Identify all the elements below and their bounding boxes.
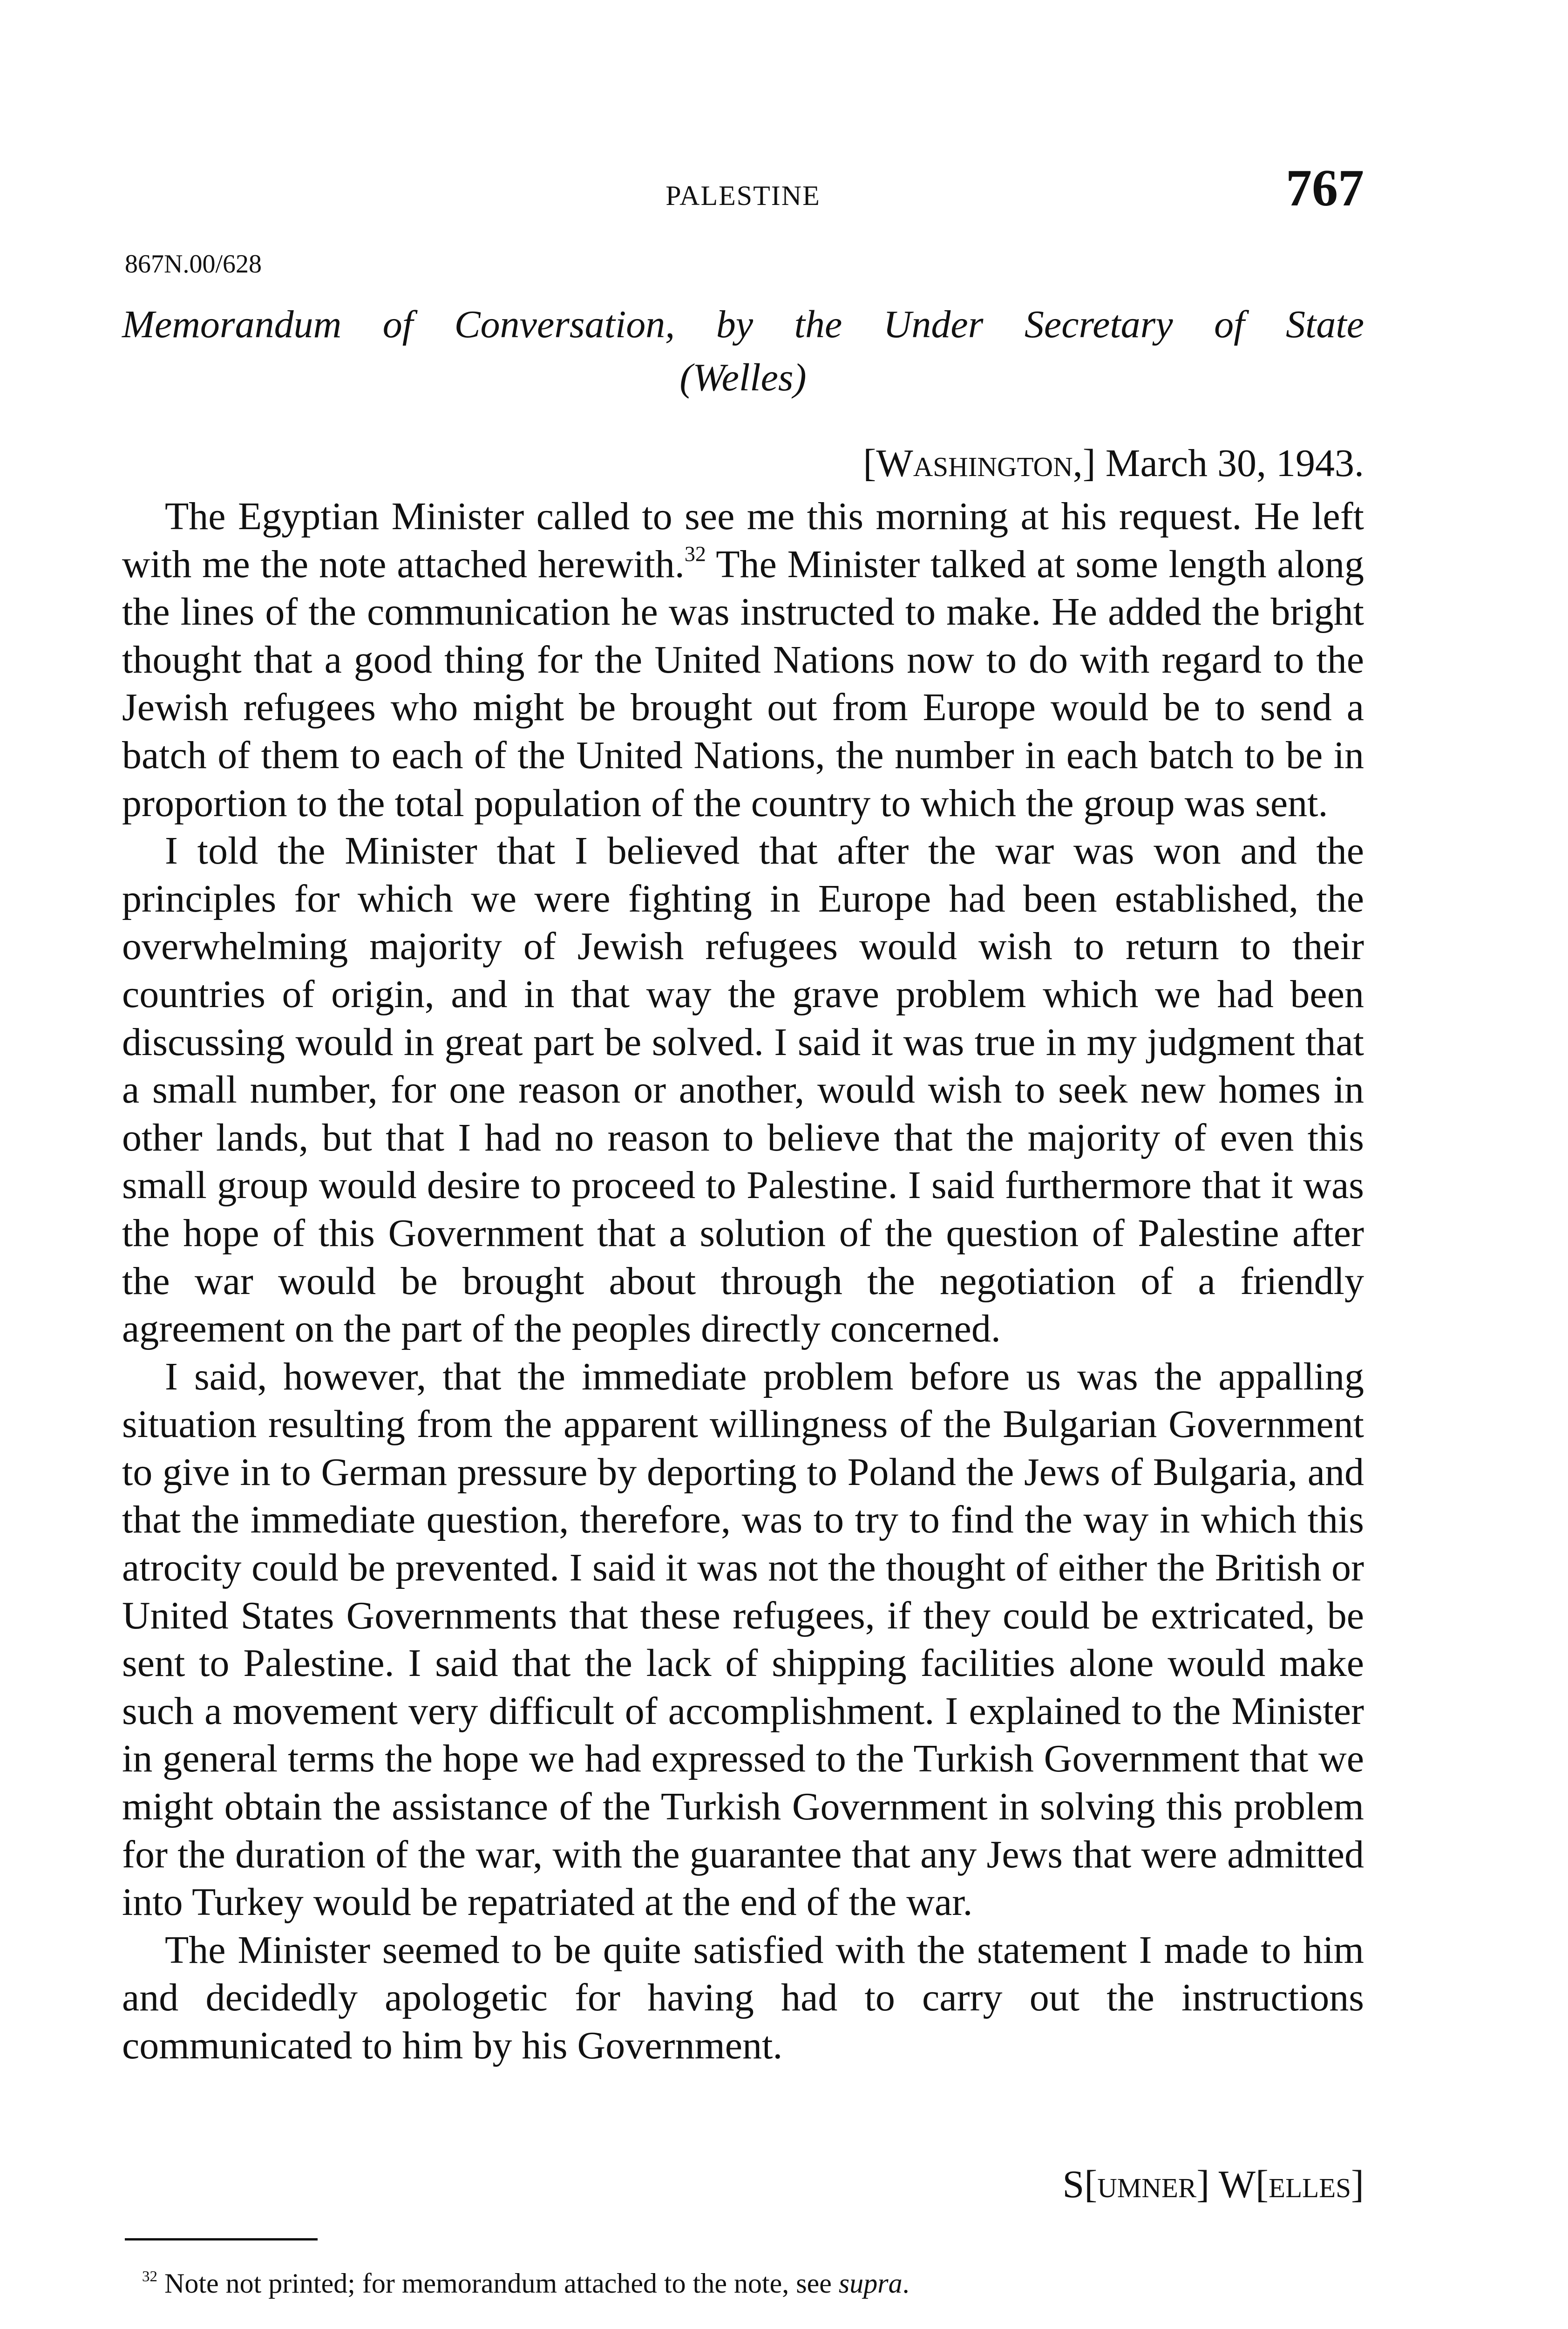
memorandum-body (122, 493, 1364, 2070)
dateline: [Washington,] March 30, 1943. (863, 442, 1364, 485)
signature: S[umner] W[elles] (1062, 2163, 1364, 2206)
paragraph-4: The Minister seemed to be quite satisfied with the statement I made to him and decidedly apologetic for having had to carry out the instructions communicated to him by his Government. (122, 1928, 1364, 2067)
paragraph-2: I told the Minister that I believed that after the war was won and the principles for which we were fighting in Europe had been established, the overwhelming majority of Jewish refugees would wish to return to their countries of origin, and in that way the grave problem which we had been discussing would in great part be solved. I said it was true in my judgment that a small number, for one reason or another, would wish to seek new homes in other lands, but that I had no reason to believe that the majority of even this small group would desire to proceed to Palestine. I said furthermore that it was the hope of this Government that a solution of the question of Palestine after the war would be brought about through the negotiation of a friendly agreement on the part of the peoples directly concerned. (122, 829, 1364, 1351)
footnote-reference: 32 (684, 541, 706, 565)
document-title: Memorandum of Conversation, by the Under Secretary of State (122, 303, 1364, 346)
footnote-divider (125, 2238, 318, 2240)
footnote: $^{32}$ Note not printed; for memorandum attached to the note, see supra. (142, 2268, 910, 2299)
file-number: 867N.00/628 (125, 250, 262, 279)
running-title: PALESTINE (665, 180, 821, 211)
paragraph-1-text-b: The Minister talked at some length along the lines of the communication he was instructed to make. He added the bright thought that a good thing for the United Nations now to do with regard to the Jewish refugees who might be brought out from Europe would be to send a batch of them to each of the United Nations, the number in each batch to be in proportion to the total population of the country to which the group was sent. (122, 542, 1364, 825)
paragraph-1 (122, 493, 1364, 827)
footnote-marker: 32 (142, 2268, 157, 2285)
page-number: 767 (1286, 159, 1364, 217)
dateline-date: March 30, 1943. (1105, 442, 1364, 485)
dateline-place: Washington, (876, 442, 1083, 485)
running-head (122, 158, 1364, 233)
paragraph-3: I said, however, that the immediate problem before us was the appalling situation resulting from the apparent willingness of the Bulgarian Government to give in to German pressure by deporting to Poland the Jews of Bulgaria, and that the immediate question, therefore, was to try to find the way in which this atrocity could be prevented. I said it was not the thought of either the British or United States Governments that these refugees, if they could be extricated, be sent to Palestine. I said that the lack of shipping facilities alone would make such a movement very difficult of accomplishment. I explained to the Minister in general terms the hope we had expressed to the Turkish Government that we might obtain the assistance of the Turkish Government in solving this problem for the duration of the war, with the guarantee that any Jews that were admitted into Turkey would be repatriated at the end of the war. (122, 1355, 1364, 1924)
footnote-emphasis: supra (838, 2268, 903, 2299)
document-title-author: (Welles) (679, 356, 807, 399)
paragraph-1-text-a: The Egyptian Minister called to see me this morning at his request. He left with me the note attached herewith. (122, 495, 1364, 586)
